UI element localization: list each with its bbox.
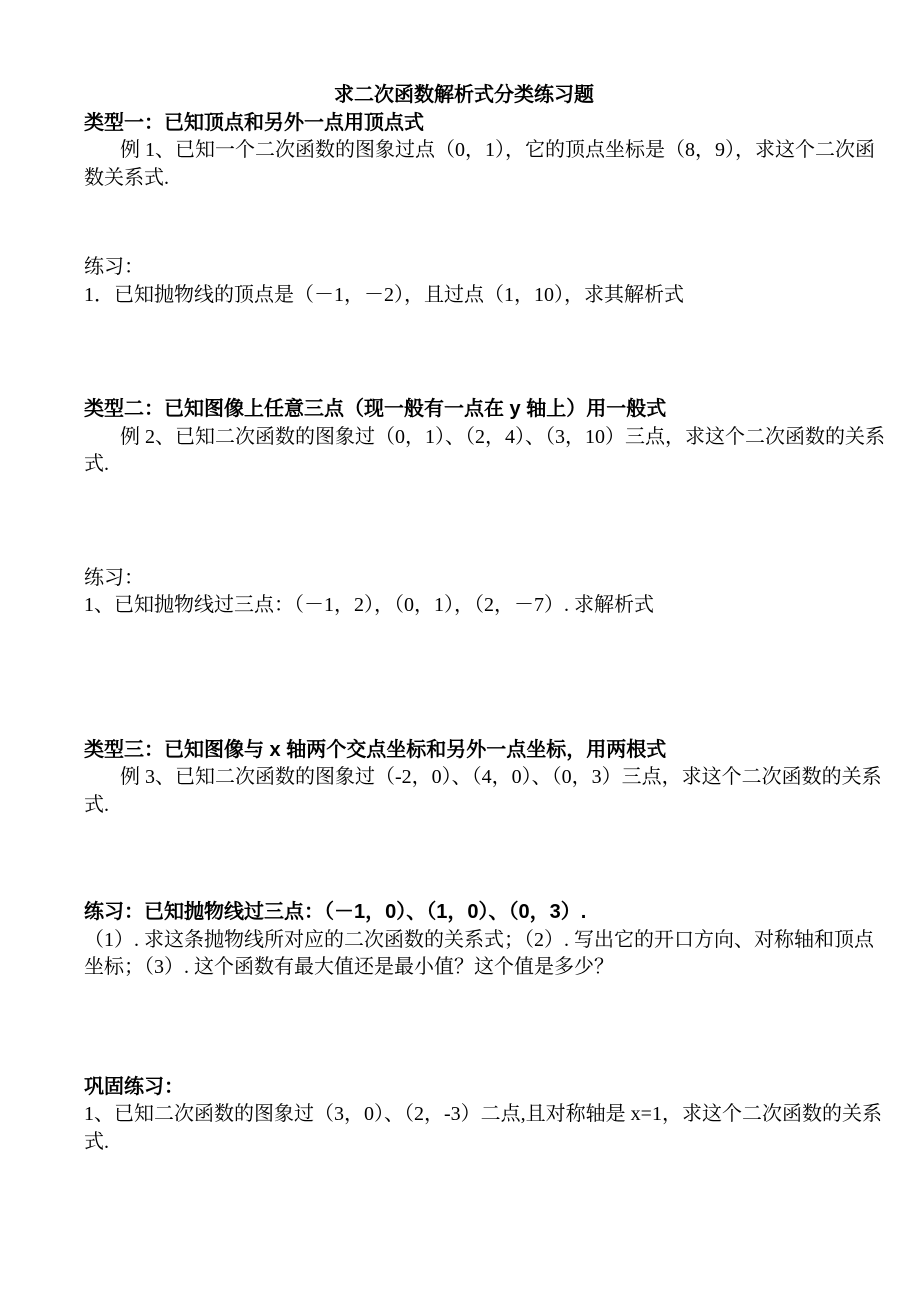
section1-example-line1: 例 1、已知一个二次函数的图象过点（0，1），它的顶点坐标是（8，9），求这个二次函 (120, 139, 875, 161)
section3-practice-lead: 练习：已知抛物线过三点：（－1，0）、（1，0）、（0，3）. (84, 901, 587, 923)
section3-example-line1: 例 3、已知二次函数的图象过（-2，0）、（4，0）、（0，3）三点，求这个二次函数的关系 (120, 766, 882, 788)
section1-example-line2: 数关系式. (84, 166, 169, 189)
document-title: 求二次函数解析式分类练习题 (334, 84, 594, 106)
section4-heading: 巩固练习： (84, 1075, 184, 1098)
section2-practice-label: 练习： (84, 566, 144, 589)
section2-practice-item: 1、已知抛物线过三点：（－1，2），（0，1），（2，－7）. 求解析式 (84, 594, 654, 616)
section4-item-line2: 式. (84, 1130, 109, 1153)
section3-practice-line2: （1）. 求这条抛物线所对应的二次函数的关系式；（2）. 写出它的开口方向、对称轴和顶点 (84, 928, 874, 951)
section2-heading: 类型二：已知图像上任意三点（现一般有一点在 y 轴上）用一般式 (84, 398, 667, 420)
section3-practice-line3: 坐标；（3）. 这个函数有最大值还是最小值？这个值是多少？ (84, 956, 614, 978)
section1-practice-label: 练习： (84, 256, 144, 278)
section2-example-line1: 例 2、已知二次函数的图象过（0，1）、（2，4）、（3，10）三点，求这个二次函数的关系 (120, 425, 885, 448)
section3-example-line2: 式. (84, 793, 109, 816)
section3-heading: 类型三：已知图像与 x 轴两个交点坐标和另外一点坐标，用两根式 (84, 738, 667, 761)
section1-heading: 类型一：已知顶点和另外一点用顶点式 (84, 111, 424, 134)
section4-item-line1: 1、已知二次函数的图象过（3，0）、（2，-3）二点,且对称轴是 x=1，求这个二次函数的关系 (84, 1103, 882, 1125)
section1-practice-item: 1．已知抛物线的顶点是（－1，－2），且过点（1，10），求其解析式 (84, 283, 684, 306)
section2-example-line2: 式. (84, 453, 109, 475)
